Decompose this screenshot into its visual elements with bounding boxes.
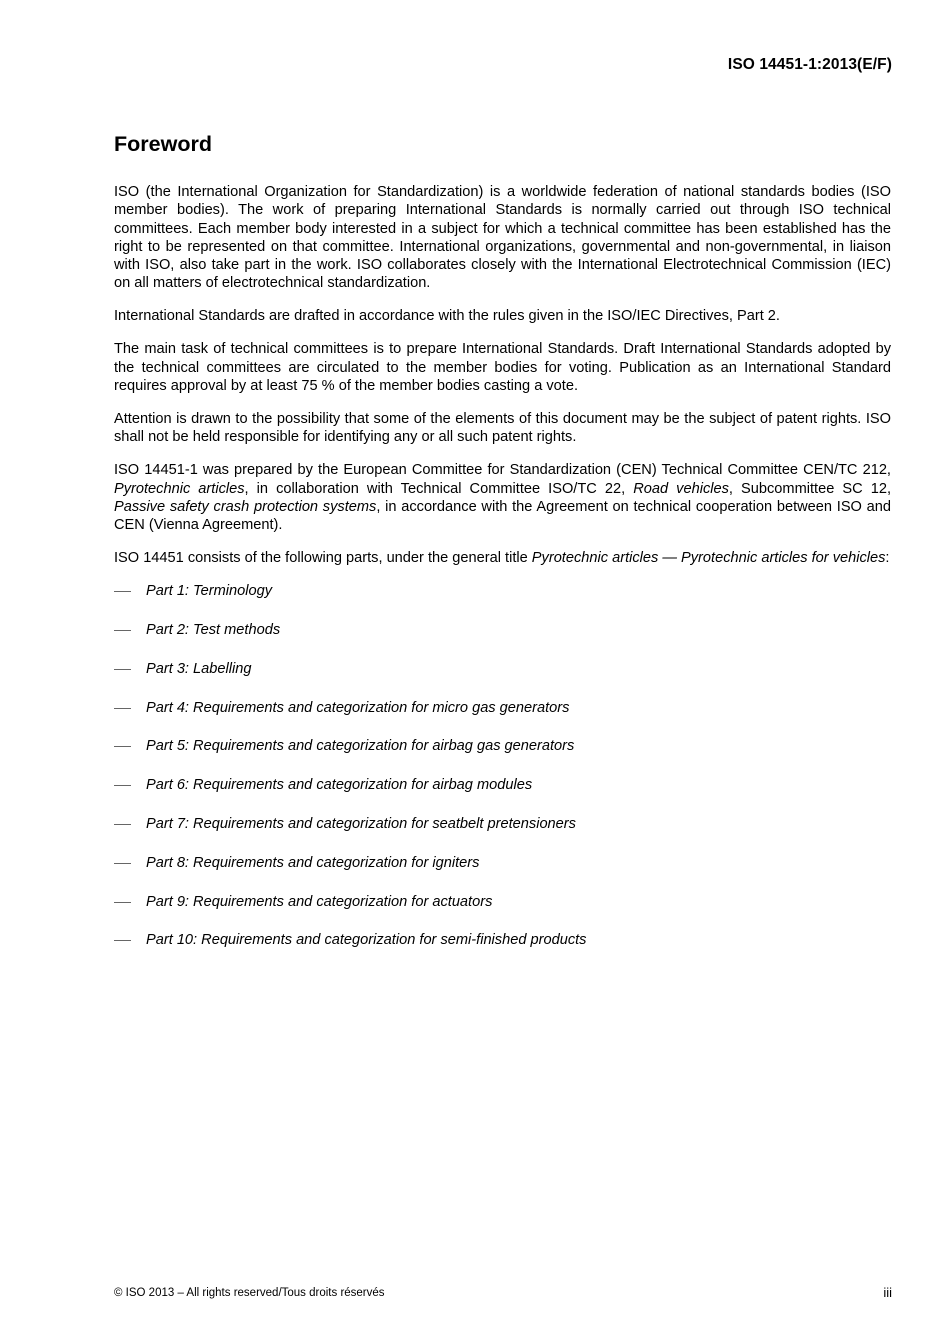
list-item: [114, 582, 891, 621]
list-item-label: Part 5: Requirements and categorization for airbag gas generators: [146, 738, 575, 755]
text-segment: , Subcommittee SC 12,: [728, 480, 892, 497]
list-item: [114, 776, 891, 815]
list-item: [114, 737, 891, 776]
list-item: [114, 699, 891, 738]
foreword-body: [114, 183, 891, 970]
list-item: [114, 660, 891, 699]
committee-title: Pyrotechnic articles: [114, 480, 245, 497]
list-item-label: Part 1: Terminology: [146, 583, 272, 600]
page-number: iii: [883, 1285, 892, 1300]
paragraph-directives: International Standards are drafted in accordance with the rules given in the ISO/IEC Directives, Part 2.: [114, 308, 780, 325]
paragraph-parts-intro: [114, 549, 891, 567]
list-item-label: Part 6: Requirements and categorization for airbag modules: [146, 777, 533, 794]
general-title: Pyrotechnic articles — Pyrotechnic articles for vehicles: [531, 550, 886, 567]
document-reference: ISO 14451-1:2013(E/F): [727, 56, 892, 73]
list-item-label: Part 10: Requirements and categorization for semi-finished products: [146, 932, 587, 949]
subcommittee-title: Passive safety crash protection systems: [114, 498, 377, 515]
list-item-label: Part 2: Test methods: [146, 621, 281, 638]
paragraph-iso-intro: ISO (the International Organization for Standardization) is a worldwide federation of national standards bodies (ISO member bodies). The work of preparing International Standards is normally carried out through ISO technical committees. Each member body interested in a subject for which a technical committee has been established has the right to be represented on that committee. International organizations, governmental and non-governmental, in liaison with ISO, also take part in the work. ISO collaborates closely with the International Electrotechnical Commission (IEC) on all matters of electrotechnical standardization.: [114, 184, 891, 292]
parts-list: [114, 582, 891, 970]
list-item-label: Part 9: Requirements and categorization for actuators: [146, 893, 493, 910]
text-segment: ISO 14451 consists of the following parts, under the general title: [114, 550, 532, 567]
list-item-label: Part 3: Labelling: [146, 660, 252, 677]
list-item: [114, 931, 891, 970]
list-item: [114, 815, 891, 854]
list-item: [114, 621, 891, 660]
text-segment: , in accordance with the Agreement on technical cooperation between ISO and CEN (Vienna Agreement).: [114, 498, 891, 534]
committee-title: Road vehicles: [633, 480, 729, 497]
paragraph-committees: The main task of technical committees is to prepare International Standards. Draft International Standards adopted by the technical committees are circulated to the member bodies for voting. Publication as an International Standard requires approval by at least 75 % of the member bodies casting a vote.: [114, 341, 891, 395]
paragraph-patent: Attention is drawn to the possibility that some of the elements of this document may be the subject of patent rights. ISO shall not be held responsible for identifying any or all such patent rights.: [114, 411, 891, 446]
text-segment: , in collaboration with Technical Committee ISO/TC 22,: [244, 480, 634, 497]
paragraph-prepared-by: [114, 461, 891, 534]
list-item: [114, 854, 891, 893]
copyright-notice: © ISO 2013 – All rights reserved/Tous droits réservés: [114, 1287, 385, 1299]
list-item-label: Part 8: Requirements and categorization for igniters: [146, 854, 480, 871]
page-title: Foreword: [114, 132, 212, 156]
list-item-label: Part 4: Requirements and categorization for micro gas generators: [146, 699, 570, 716]
text-segment: ISO 14451-1 was prepared by the European Committee for Standardization (CEN) Technical Committee CEN/TC 212,: [114, 462, 891, 479]
text-segment: :: [885, 550, 890, 567]
list-item: [114, 893, 891, 932]
list-item-label: Part 7: Requirements and categorization for seatbelt pretensioners: [146, 815, 576, 832]
